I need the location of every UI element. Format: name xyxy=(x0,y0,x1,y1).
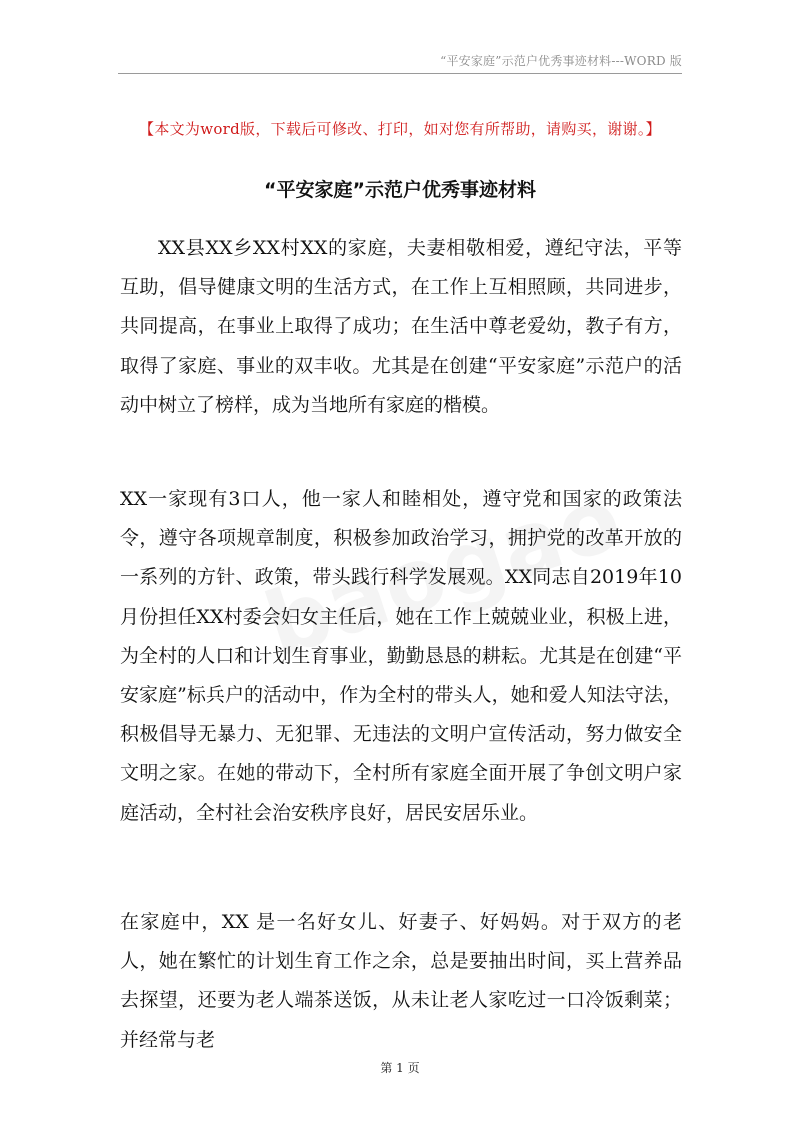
paragraph-3: 在家庭中，XX 是一名好女儿、好妻子、好妈妈。对于双方的老人，她在繁忙的计划生育工作之余，总是要抽出时间，买上营养品去探望，还要为老人端茶送饭，从未让老人家吃过一口冷饭剩菜；并经常与老 xyxy=(120,911,682,1051)
header-divider xyxy=(118,73,682,74)
purchase-notice: 【本文为word版，下载后可修改、打印，如对您有所帮助，请购买，谢谢。】 xyxy=(139,120,661,138)
paragraph-1: XX县XX乡XX村XX的家庭，夫妻相敬相爱，遵纪守法，平等互助，倡导健康文明的生活方式，在工作上互相照顾，共同进步，共同提高，在事业上取得了成功；在生活中尊老爱幼，教子有方，取得了家庭、事业的双丰收。尤其是在创建“平安家庭”示范户的活动中树立了榜样，成为当地所有家庭的楷模。 xyxy=(120,237,682,416)
document-title: “平安家庭”示范户优秀事迹材料 xyxy=(264,179,536,201)
page-number: 第 1 页 xyxy=(380,1061,420,1075)
running-header: “平安家庭”示范户优秀事迹材料---WORD 版 xyxy=(440,54,682,68)
paragraph-2: XX一家现有3口人，他一家人和睦相处，遵守党和国家的政策法令，遵守各项规章制度，积极参加政治学习，拥护党的改革开放的一系列的方针、政策，带头践行科学发展观。XX同志自2019年10月份担任XX村委会妇女主任后，她在工作上兢兢业业，积极上进，为全村的人口和计划生育事业，勤勤恳恳的耕耘。尤其是在创建“平安家庭”标兵户的活动中，作为全村的带头人，她和爱人知法守法，积极倡导无暴力、无犯罪、无违法的文明户宣传活动，努力做安全文明之家。在她的带动下，全村所有家庭全面开展了争创文明户家庭活动，全村社会治安秩序良好，居民安居乐业。 xyxy=(120,488,682,824)
